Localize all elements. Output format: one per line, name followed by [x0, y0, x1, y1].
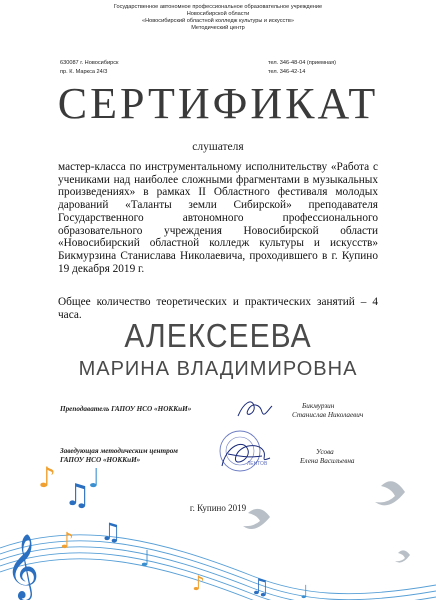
bird-decoration	[243, 481, 410, 562]
teacher-first-name: Станислав Николаевич	[292, 411, 364, 419]
recipient-surname: АЛЕКСЕЕВА	[124, 318, 312, 355]
header-line: Новосибирской области	[186, 11, 250, 17]
head-surname: Усова	[316, 448, 334, 456]
address-line: 630087 г. Новосибирск	[60, 60, 119, 66]
music-note-icon: ♩	[300, 582, 309, 600]
bird-icon	[375, 481, 405, 505]
header-line: Государственное автономное профессиональное образовательное учреждение	[113, 4, 323, 10]
recipient-name: МАРИНА ВЛАДИМИРОВНА	[78, 358, 358, 380]
head-first-name: Елена Васильевна	[300, 457, 355, 465]
music-note-icon: ♪	[38, 461, 56, 494]
treble-clef-icon: 𝄞	[6, 534, 40, 599]
phone-line: тел. 346-48-04 (приемная)	[268, 60, 337, 66]
head-name	[300, 448, 355, 466]
music-note-icon: ♩	[88, 464, 101, 494]
music-note-icon: ♩	[140, 547, 151, 572]
certificate-subtitle: слушателя	[192, 141, 244, 153]
music-note-icon: ♫	[100, 518, 122, 546]
stamp-text: ЛЕНТОВ	[247, 461, 268, 467]
teacher-name	[292, 402, 363, 420]
head-role-line: Заведующая методическим центром	[60, 447, 178, 455]
bird-icon	[395, 550, 410, 562]
music-note-icon: ♫	[64, 478, 91, 513]
header-line: Методический центр	[191, 25, 245, 31]
music-notes	[38, 461, 309, 600]
certificate-body: мастер-класса по инструментальному исполнительству «Работа с учениками над наиболее сложными фрагментами в музыкальных произведениях» в рамках II Областного фестиваля молодых дарований «Таланты земли Сибирской» преподавателя Государственного автономного профессионального образовательного учреждения Новосибирской области «Новосибирский областной колледж культуры и искусств» Бикмурзина Станислава Николаевича, проходившего в г. Купино 19 декабря 2019 г.	[58, 161, 378, 275]
head-role-line: ГАПОУ НСО «НОККиИ»	[60, 456, 141, 464]
music-note-icon: ♪	[60, 529, 75, 554]
music-note-icon: ♫	[250, 575, 270, 600]
organization-header	[0, 4, 436, 32]
music-note-icon: ♪	[192, 571, 205, 595]
address-block	[60, 59, 118, 77]
teacher-surname: Бикмурзин	[302, 402, 335, 410]
phone-block	[268, 59, 336, 77]
hours-statement: Общее количество теоретических и практических занятий – 4 часа.	[58, 296, 378, 321]
head-role	[60, 447, 178, 465]
teacher-role: Преподаватель ГАПОУ НСО «НОККиИ»	[60, 405, 192, 413]
teacher-signature	[238, 402, 272, 416]
header-line: «Новосибирский областной колледж культуры и искусств»	[142, 18, 294, 24]
certificate-title: СЕРТИФИКАТ	[57, 79, 379, 128]
phone-line: тел. 346-42-14	[268, 69, 306, 75]
address-line: пр. К. Маркса 24/3	[60, 69, 108, 75]
place-and-year: г. Купино 2019	[189, 503, 247, 513]
